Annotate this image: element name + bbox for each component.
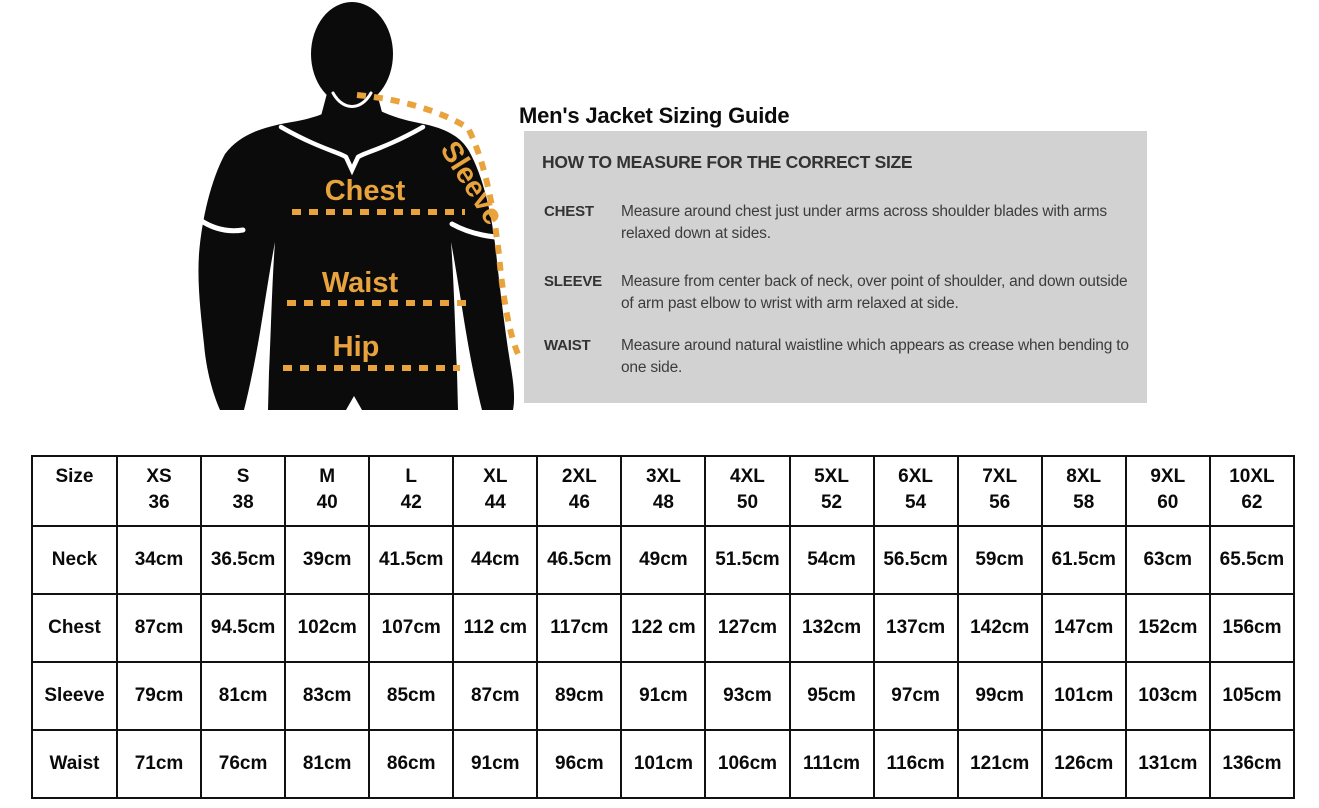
size-name: 7XL — [982, 466, 1018, 487]
size-value-cell: 89cm — [537, 662, 621, 730]
size-corner-cell — [32, 456, 117, 526]
size-value-cell: 94.5cm — [201, 594, 285, 662]
size-name: 3XL — [645, 466, 681, 487]
size-number: 52 — [820, 492, 843, 513]
size-column-header — [201, 456, 285, 526]
size-table-row — [32, 594, 1294, 662]
size-value-cell: 106cm — [705, 730, 789, 798]
size-value-cell: 56.5cm — [874, 526, 958, 594]
row-label-cell: Sleeve — [32, 662, 117, 730]
size-name: 5XL — [814, 466, 849, 487]
size-table-body — [32, 456, 1294, 798]
size-column-header — [453, 456, 537, 526]
size-table-header-row — [32, 456, 1294, 526]
size-value-cell: 39cm — [285, 526, 369, 594]
size-number: 48 — [652, 492, 674, 513]
size-number: 46 — [568, 492, 590, 513]
measure-item-label: WAIST — [544, 337, 591, 354]
size-value-cell: 46.5cm — [537, 526, 621, 594]
panel-heading: HOW TO MEASURE FOR THE CORRECT SIZE — [542, 152, 913, 172]
size-value-cell: 121cm — [958, 730, 1042, 798]
size-corner-label: Size — [55, 466, 94, 487]
size-value-cell: 95cm — [790, 662, 874, 730]
size-name: M — [319, 466, 336, 487]
size-value-cell: 41.5cm — [369, 526, 453, 594]
male-silhouette-illustration — [0, 0, 545, 432]
size-column-header — [117, 456, 201, 526]
size-value-cell: 51.5cm — [705, 526, 789, 594]
size-column-header — [285, 456, 369, 526]
size-value-cell: 131cm — [1126, 730, 1210, 798]
size-value-cell: 83cm — [285, 662, 369, 730]
hip-label: Hip — [332, 331, 380, 363]
size-number: 36 — [148, 492, 170, 513]
size-value-cell: 101cm — [1042, 662, 1126, 730]
size-column-header — [537, 456, 621, 526]
size-value-cell: 112 cm — [453, 594, 537, 662]
size-value-cell: 34cm — [117, 526, 201, 594]
size-number: 38 — [232, 492, 254, 513]
size-column-header — [621, 456, 705, 526]
chest-label: Chest — [324, 175, 406, 207]
size-value-cell: 127cm — [705, 594, 789, 662]
size-name: 9XL — [1150, 466, 1186, 487]
size-column-header — [1126, 456, 1210, 526]
size-name: 4XL — [730, 466, 765, 487]
size-value-cell: 122 cm — [621, 594, 705, 662]
size-value-cell: 49cm — [621, 526, 705, 594]
size-table — [31, 455, 1295, 799]
sizing-figure — [0, 0, 545, 432]
row-label-cell: Waist — [32, 730, 117, 798]
size-value-cell: 156cm — [1210, 594, 1294, 662]
size-name: 6XL — [898, 466, 934, 487]
measure-item-text: Measure from center back of neck, over point of shoulder, and down outside of arm past elbow to wrist with arm relaxed at side. — [621, 273, 1128, 312]
size-value-cell: 126cm — [1042, 730, 1126, 798]
size-value-cell: 76cm — [201, 730, 285, 798]
waist-label: Waist — [321, 267, 399, 299]
size-value-cell: 96cm — [537, 730, 621, 798]
size-value-cell: 97cm — [874, 662, 958, 730]
size-value-cell: 79cm — [117, 662, 201, 730]
size-value-cell: 81cm — [201, 662, 285, 730]
measure-item-text: Measure around natural waistline which appears as crease when bending to one side. — [621, 337, 1129, 376]
size-value-cell: 59cm — [958, 526, 1042, 594]
size-value-cell: 85cm — [369, 662, 453, 730]
size-number: 50 — [736, 492, 759, 513]
size-value-cell: 117cm — [537, 594, 621, 662]
size-column-header — [1042, 456, 1126, 526]
size-value-cell: 36.5cm — [201, 526, 285, 594]
size-number: 44 — [484, 492, 506, 513]
size-value-cell: 116cm — [874, 730, 958, 798]
measure-item-text: Measure around chest just under arms across shoulder blades with arms relaxed down at sides. — [621, 203, 1107, 242]
size-value-cell: 86cm — [369, 730, 453, 798]
size-column-header — [705, 456, 789, 526]
size-column-header — [369, 456, 453, 526]
size-column-header — [874, 456, 958, 526]
size-value-cell: 87cm — [453, 662, 537, 730]
size-value-cell: 111cm — [790, 730, 874, 798]
size-number: 40 — [316, 492, 338, 513]
size-column-header — [958, 456, 1042, 526]
size-value-cell: 93cm — [705, 662, 789, 730]
size-value-cell: 81cm — [285, 730, 369, 798]
size-table-row — [32, 730, 1294, 798]
size-value-cell: 91cm — [453, 730, 537, 798]
size-value-cell: 87cm — [117, 594, 201, 662]
size-name: 8XL — [1066, 466, 1102, 487]
size-value-cell: 137cm — [874, 594, 958, 662]
size-value-cell: 63cm — [1126, 526, 1210, 594]
size-value-cell: 136cm — [1210, 730, 1294, 798]
size-table-row — [32, 662, 1294, 730]
size-value-cell: 147cm — [1042, 594, 1126, 662]
size-name: S — [236, 466, 250, 487]
size-value-cell: 103cm — [1126, 662, 1210, 730]
measure-item-label: CHEST — [544, 203, 594, 220]
size-number: 62 — [1241, 492, 1263, 513]
row-label-cell: Neck — [32, 526, 117, 594]
size-value-cell: 132cm — [790, 594, 874, 662]
page-title: Men's Jacket Sizing Guide — [519, 103, 790, 128]
size-name: XL — [483, 466, 508, 487]
size-number: 42 — [400, 492, 422, 513]
size-name: 2XL — [561, 466, 597, 487]
size-number: 54 — [905, 492, 927, 513]
size-value-cell: 54cm — [790, 526, 874, 594]
size-value-cell: 71cm — [117, 730, 201, 798]
size-name: L — [405, 466, 418, 487]
measure-item-label: SLEEVE — [544, 273, 602, 290]
size-name: 10XL — [1229, 466, 1275, 487]
size-value-cell: 105cm — [1210, 662, 1294, 730]
size-number: 58 — [1073, 492, 1095, 513]
size-value-cell: 152cm — [1126, 594, 1210, 662]
size-number: 60 — [1157, 492, 1179, 513]
size-value-cell: 44cm — [453, 526, 537, 594]
size-column-header — [790, 456, 874, 526]
sleeve-label: Sleeve — [433, 135, 510, 231]
size-value-cell: 107cm — [369, 594, 453, 662]
size-value-cell: 101cm — [621, 730, 705, 798]
size-value-cell: 102cm — [285, 594, 369, 662]
size-value-cell: 65.5cm — [1210, 526, 1294, 594]
how-to-measure-panel — [524, 131, 1147, 403]
size-table-row — [32, 526, 1294, 594]
size-column-header — [1210, 456, 1294, 526]
size-value-cell: 99cm — [958, 662, 1042, 730]
row-label-cell: Chest — [32, 594, 117, 662]
size-value-cell: 91cm — [621, 662, 705, 730]
size-value-cell: 142cm — [958, 594, 1042, 662]
size-number: 56 — [989, 492, 1011, 513]
size-value-cell: 61.5cm — [1042, 526, 1126, 594]
size-name: XS — [146, 466, 172, 487]
